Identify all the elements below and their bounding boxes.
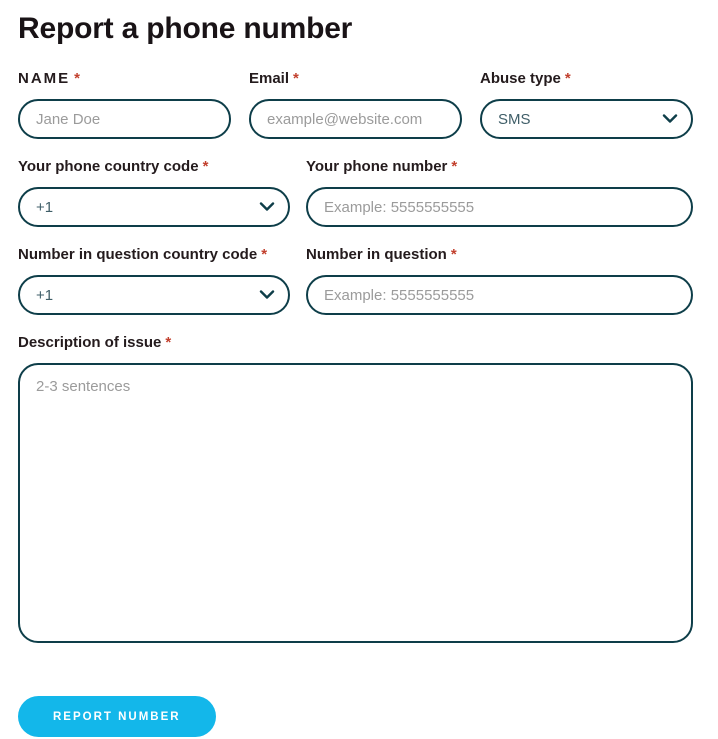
your-phone-number-input[interactable] bbox=[306, 187, 693, 227]
description-control bbox=[18, 363, 693, 648]
description-label bbox=[18, 335, 693, 351]
your-country-code-select[interactable] bbox=[18, 187, 290, 227]
field-abuse-type bbox=[480, 71, 693, 139]
question-country-code-select[interactable] bbox=[18, 275, 290, 315]
question-country-code-label bbox=[18, 247, 290, 263]
abuse-type-label-text: Abuse type bbox=[480, 70, 561, 87]
field-email bbox=[249, 71, 462, 139]
required-asterisk: * bbox=[261, 246, 268, 263]
question-number-control bbox=[306, 275, 693, 315]
your-country-code-label bbox=[18, 159, 290, 175]
form-container bbox=[18, 12, 693, 737]
your-country-code-label-text: Your phone country code bbox=[18, 158, 199, 175]
description-label-text: Description of issue bbox=[18, 334, 162, 351]
page-title: Report a phone number bbox=[18, 12, 353, 45]
form-row-4 bbox=[18, 335, 693, 648]
form-row-1 bbox=[18, 71, 693, 139]
email-label-text: Email bbox=[249, 70, 290, 87]
email-input[interactable] bbox=[249, 99, 462, 139]
question-number-input[interactable] bbox=[306, 275, 693, 315]
field-description bbox=[18, 335, 693, 648]
field-your-country-code bbox=[18, 159, 290, 227]
report-number-button[interactable]: REPORT NUMBER bbox=[18, 696, 216, 737]
question-number-label bbox=[306, 247, 693, 263]
required-asterisk: * bbox=[74, 70, 81, 87]
name-control bbox=[18, 99, 231, 139]
required-asterisk: * bbox=[564, 70, 571, 87]
email-control bbox=[249, 99, 462, 139]
field-question-number bbox=[306, 247, 693, 315]
question-country-code-label-text: Number in question country code bbox=[18, 246, 258, 263]
field-name bbox=[18, 71, 231, 139]
your-phone-number-label-text: Your phone number bbox=[306, 158, 448, 175]
required-asterisk: * bbox=[202, 158, 209, 175]
email-label bbox=[249, 71, 462, 87]
your-phone-number-label bbox=[306, 159, 693, 175]
form-row-2 bbox=[18, 159, 693, 227]
name-label bbox=[18, 71, 231, 87]
field-your-phone-number bbox=[306, 159, 693, 227]
question-country-code-control bbox=[18, 275, 290, 315]
field-question-country-code bbox=[18, 247, 290, 315]
form-row-3 bbox=[18, 247, 693, 315]
required-asterisk: * bbox=[451, 158, 458, 175]
abuse-type-control bbox=[480, 99, 693, 139]
name-label-text: NAME bbox=[18, 70, 71, 87]
required-asterisk: * bbox=[293, 70, 299, 87]
abuse-type-label bbox=[480, 71, 693, 87]
abuse-type-select[interactable] bbox=[480, 99, 693, 139]
your-country-code-control bbox=[18, 187, 290, 227]
description-textarea[interactable] bbox=[18, 363, 693, 643]
your-phone-number-control bbox=[306, 187, 693, 227]
required-asterisk: * bbox=[165, 334, 172, 351]
name-input[interactable] bbox=[18, 99, 231, 139]
required-asterisk: * bbox=[450, 246, 457, 263]
question-number-label-text: Number in question bbox=[306, 246, 447, 263]
